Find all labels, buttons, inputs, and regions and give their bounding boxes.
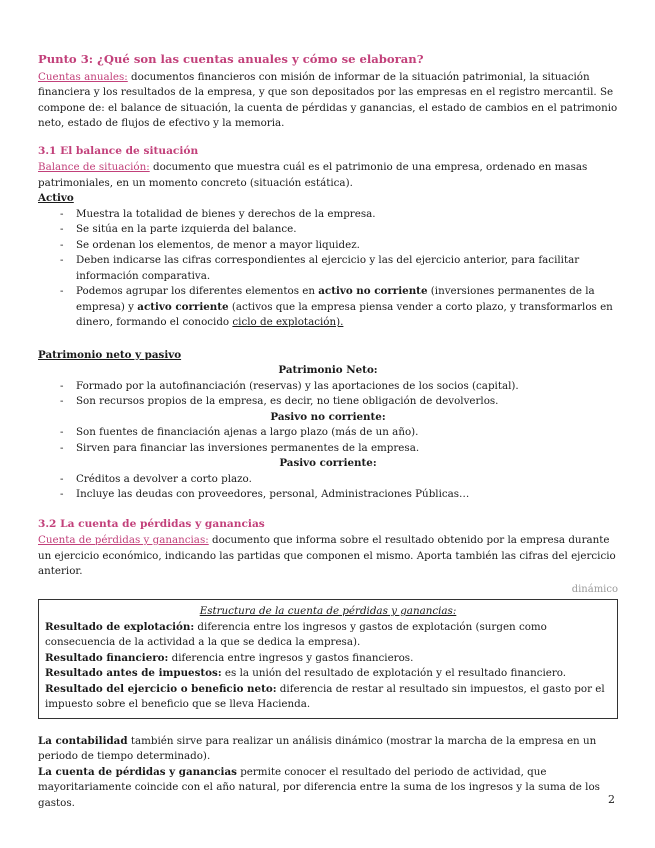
activo-label: Activo xyxy=(38,192,74,204)
document-page xyxy=(38,52,618,811)
list-item: - Se ordenan los elementos, de menor a mayor liquidez. xyxy=(38,238,618,254)
pc-list xyxy=(38,472,618,503)
list-text: Podemos agrupar los diferentes elementos en xyxy=(76,285,319,297)
ciclo-explotacion-link: ciclo de explotación). xyxy=(232,316,344,328)
box-term: Resultado financiero: xyxy=(45,651,169,664)
box-row xyxy=(45,682,611,713)
section1-text: documento que muestra cuál es el patrimonio de una empresa, ordenado en masas patrimoniales, en un momento concreto (situación estática). xyxy=(38,161,588,189)
box-row xyxy=(45,651,611,667)
term-activo-corriente: activo corriente xyxy=(137,300,229,313)
closing-paragraph-1 xyxy=(38,734,618,765)
list-item: - Créditos a devolver a corto plazo. xyxy=(38,472,618,488)
list-item: - Son recursos propios de la empresa, es decir, no tiene obligación de devolverlos. xyxy=(38,394,618,410)
section2-definition xyxy=(38,533,618,580)
box-row xyxy=(45,620,611,651)
side-note: dinámico xyxy=(571,583,618,595)
list-item: - Sirven para financiar las inversiones permanentes de la empresa. xyxy=(38,441,618,457)
closing-term: La contabilidad xyxy=(38,734,128,747)
box-title: Estructura de la cuenta de pérdidas y ganancias: xyxy=(199,605,457,617)
pc-title: Pasivo corriente: xyxy=(279,457,377,469)
term-activo-no-corriente: activo no corriente xyxy=(318,285,428,297)
intro-paragraph xyxy=(38,70,618,132)
box-row xyxy=(45,666,611,682)
section2-title: 3.2 La cuenta de pérdidas y ganancias xyxy=(38,517,265,530)
section1-title: 3.1 El balance de situación xyxy=(38,144,199,157)
pn-title: Patrimonio Neto: xyxy=(278,364,378,376)
activo-list xyxy=(38,207,618,331)
list-text: (activos que la empresa piensa vender a corto plazo, y transformarlos en dinero, formando el conocido xyxy=(76,300,613,328)
section2-text: documento que informa sobre el resultado obtenido por la empresa durante un ejercicio económico, indicando las partidas que componen el mismo. Aporta también las cifras del ejercicio anterior. xyxy=(38,534,616,577)
intro-text: documentos financieros con misión de informar de la situación patrimonial, la situación financiera y los resultados de la empresa, y que son depositados por las empresas en el registro mercantil. Se compone de: el balance de situación, la cuenta de pérdidas y ganancias, el estado de cambios en el patrimonio neto, estado de flujos de efectivo y la memoria. xyxy=(38,70,618,129)
pn-list xyxy=(38,379,618,410)
box-text: diferencia entre los ingresos y gastos de explotación (surgen como consecuencia de la actividad a la que se dedica la empresa). xyxy=(45,620,547,648)
pasivo-label: Patrimonio neto y pasivo xyxy=(38,348,182,361)
pnc-list xyxy=(38,425,618,456)
closing-paragraph-2 xyxy=(38,765,618,812)
list-text: (inversiones permanentes de la empresa) y xyxy=(76,285,595,313)
box-text: diferencia de restar al resultado sin impuestos, el gasto por el impuesto sobre el beneficio que se lleva Hacienda. xyxy=(45,682,605,710)
list-item xyxy=(38,284,618,331)
closing-text: también sirve para realizar un análisis dinámico (mostrar la marcha de la empresa en un periodo de tiempo determinado). xyxy=(38,734,597,762)
list-item: - Deben indicarse las cifras correspondientes al ejercicio y las del ejercicio anterior, para facilitar información comparativa. xyxy=(38,253,618,284)
section2-term: Cuenta de pérdidas y ganancias: xyxy=(38,534,209,546)
page-number: 2 xyxy=(608,793,615,806)
box-term: Resultado antes de impuestos: xyxy=(45,667,222,679)
list-item: - Se sitúa en la parte izquierda del balance. xyxy=(38,222,618,238)
structure-box xyxy=(38,599,618,719)
list-item: - Son fuentes de financiación ajenas a largo plazo (más de un año). xyxy=(38,425,618,441)
pnc-title: Pasivo no corriente: xyxy=(270,410,386,423)
box-term: Resultado del ejercicio o beneficio neto: xyxy=(45,682,277,695)
list-item: - Incluye las deudas con proveedores, personal, Administraciones Públicas… xyxy=(38,487,618,503)
section1-term: Balance de situación: xyxy=(38,161,150,173)
closing-text: permite conocer el resultado del periodo de actividad, que mayoritariamente coincide con el año natural, por diferencia entre la suma de los ingresos y la suma de los gastos. xyxy=(38,765,600,809)
list-item: - Formado por la autofinanciación (reservas) y las aportaciones de los socios (capital). xyxy=(38,379,618,395)
intro-term: Cuentas anuales: xyxy=(38,70,128,83)
section1-definition xyxy=(38,160,618,191)
box-text: diferencia entre ingresos y gastos financieros. xyxy=(168,651,414,664)
box-term: Resultado de explotación: xyxy=(45,620,195,633)
page-title: Punto 3: ¿Qué son las cuentas anuales y cómo se elaboran? xyxy=(38,52,424,66)
list-item: - Muestra la totalidad de bienes y derechos de la empresa. xyxy=(38,207,618,223)
closing-term: La cuenta de pérdidas y ganancias xyxy=(38,765,237,778)
box-text: es la unión del resultado de explotación y el resultado financiero. xyxy=(221,667,567,679)
